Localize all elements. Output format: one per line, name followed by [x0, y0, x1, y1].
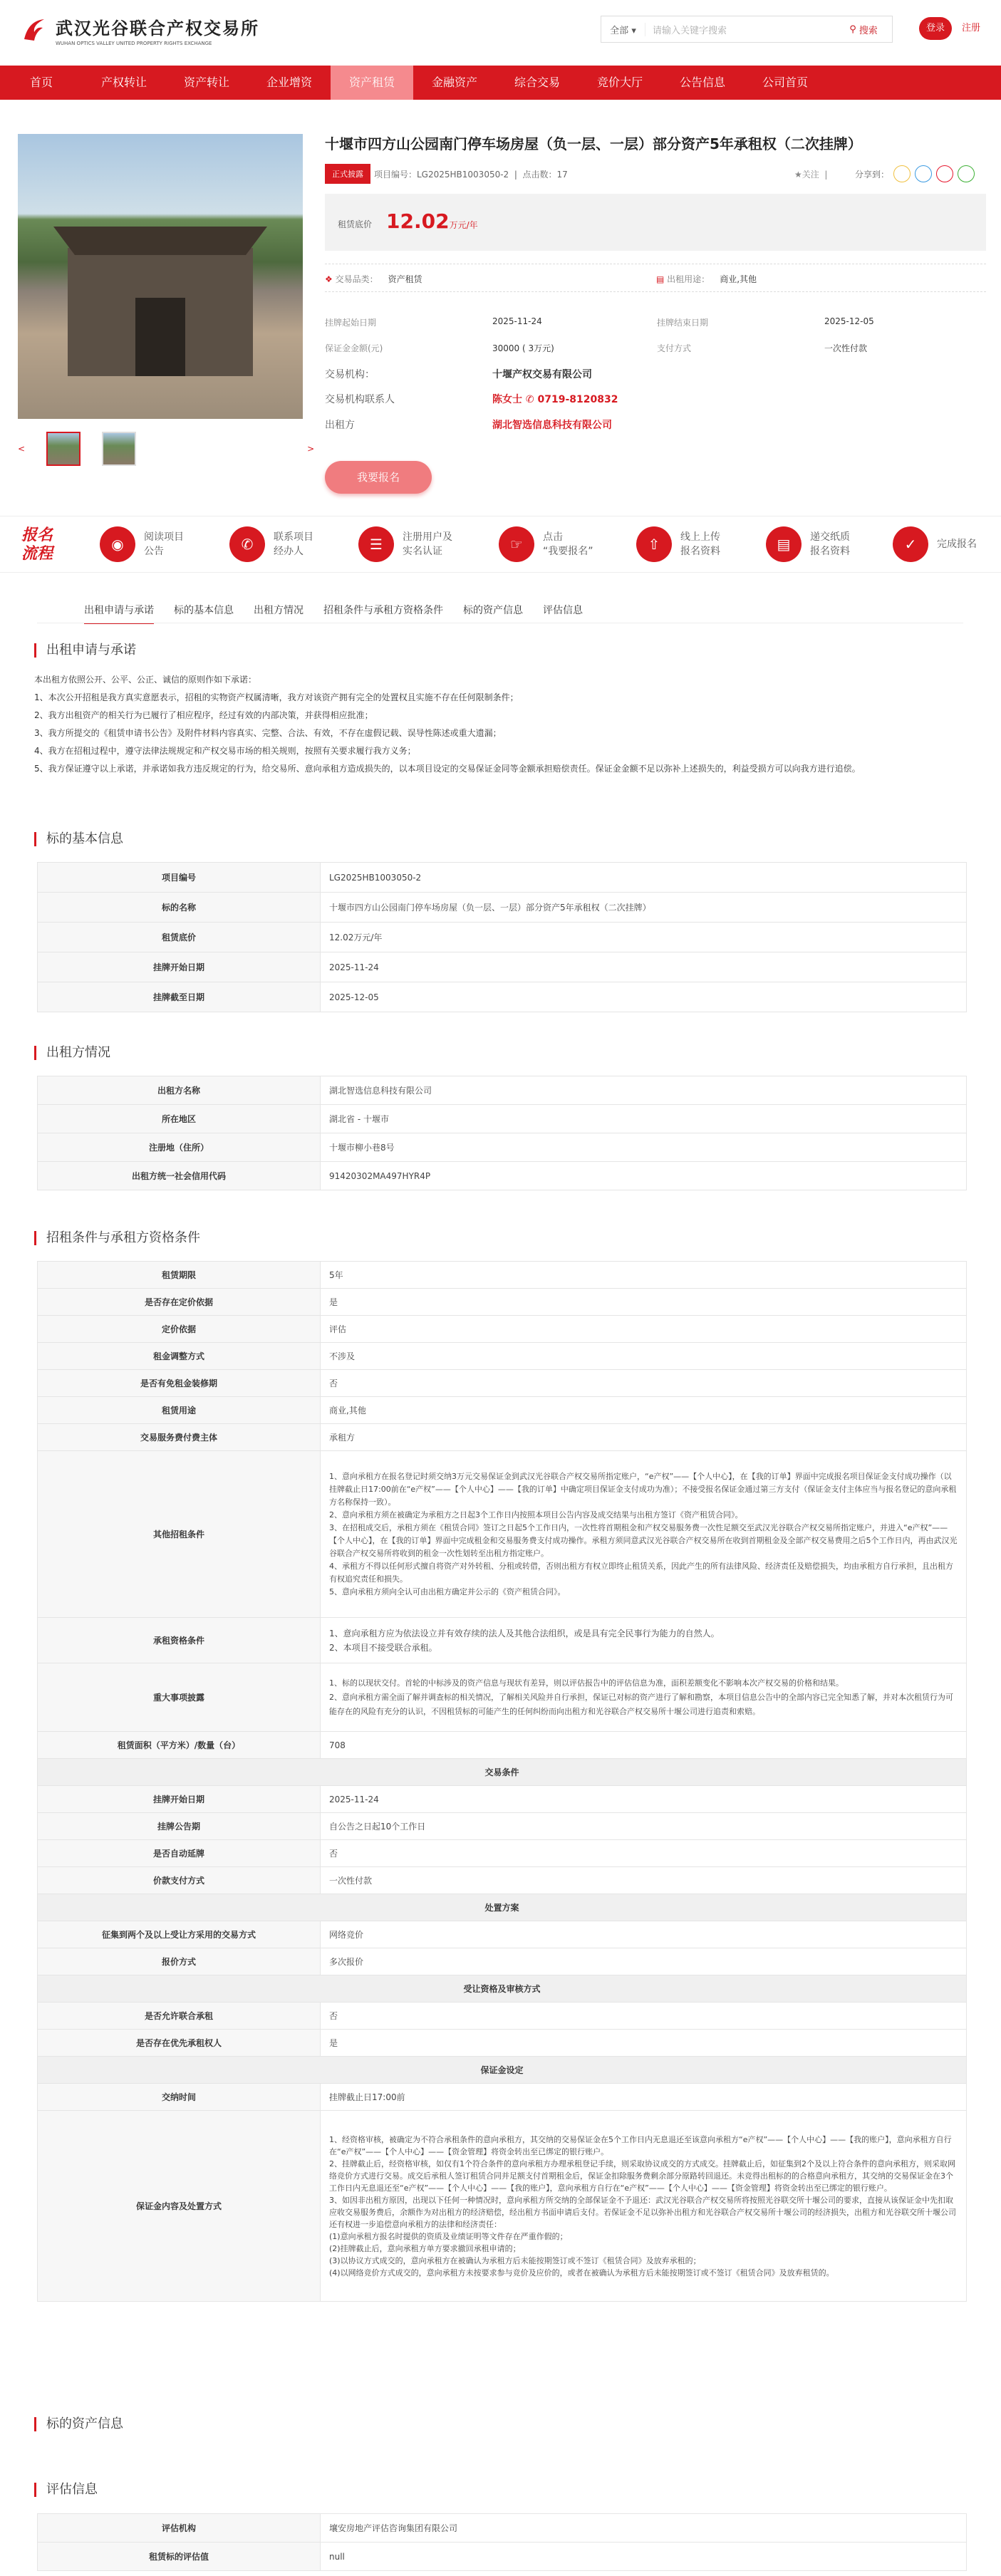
step-2-line1: 联系项目 [274, 531, 313, 543]
logo-mark-icon [19, 15, 50, 46]
tag-row [325, 264, 986, 292]
row-value: 自公告之日起10个工作日 [321, 1813, 967, 1840]
row-key: 承租资格条件 [38, 1618, 321, 1663]
subsection-header: 保证金设定 [38, 2057, 967, 2084]
step-2-line2: 经办人 [274, 546, 304, 557]
row-value: 不涉及 [321, 1343, 967, 1370]
chevron-down-icon: ▾ [631, 25, 636, 36]
row-value: 1、标的以现状交付。首轮的中标涉及的资产信息与现状有差异，则以评估报告中的评估信息为准，面积差额变化不影响本次产权交易的价格和结果。 2、意向承租方需全面了解并调查标的相关情况，了解相关风险并自行承担，保证已对标的资产进行了解和勘察，本项目信息公告中的全部内容已完全知悉了解，并对本次租赁行为可能存在的风险有充分的认识，不因租赁标的可能产生的任何纠纷而向出租方和光谷联合产权交易所十堰公司进行追责和索赔。 [321, 1663, 967, 1732]
nav-item-financial-assets[interactable]: 金融资产 [431, 76, 477, 89]
table-row [38, 1894, 967, 1921]
use-label: 出租用途： [667, 274, 710, 284]
search-button-label: 搜索 [859, 25, 878, 36]
step-3-line1: 注册用户及 [403, 531, 452, 543]
price-bar [325, 194, 986, 251]
table-row [38, 1076, 967, 1105]
tab-lessor-info[interactable]: 出租方情况 [254, 605, 304, 616]
flow-title [21, 526, 53, 564]
table-row [38, 1948, 967, 1975]
row-key: 价款支付方式 [38, 1867, 321, 1894]
search-bar [601, 16, 893, 43]
row-value: 5年 [321, 1262, 967, 1289]
row-value: 91420302MA497HYR4P [321, 1162, 967, 1190]
commitment-line: 3、我方所提交的《租赁申请书公告》及附件材料内容真实、完整、合法、有效，不存在虚假记载、误导性陈述或重大遗漏； [34, 728, 502, 738]
row-value: 多次报价 [321, 1948, 967, 1975]
table-row [38, 893, 967, 923]
subsection-header: 处置方案 [38, 1894, 967, 1921]
step-5-line2: 报名资料 [680, 546, 720, 557]
flow-step-7 [893, 526, 977, 562]
step-6-line2: 报名资料 [810, 546, 850, 557]
price-unit: 万元/年 [449, 220, 478, 230]
row-value: 否 [321, 1840, 967, 1867]
section-title-conditions: 招租条件与承租方资格条件 [34, 1231, 200, 1245]
step-7-line1: 完成报名 [937, 539, 977, 550]
row-value: 2025-11-24 [321, 1786, 967, 1813]
section-title-lessor: 出租方情况 [34, 1046, 110, 1060]
section-title-asset: 标的资产信息 [34, 2417, 123, 2431]
exchange-org [325, 367, 592, 381]
table-row [38, 982, 967, 1012]
listing-start [325, 316, 542, 328]
exchange-contact-label: 交易机构联系人 [325, 394, 395, 405]
listing-end-value: 2025-12-05 [824, 316, 874, 326]
row-value: 一次性付款 [321, 1867, 967, 1894]
table-row [38, 1618, 967, 1663]
search-category-select[interactable] [601, 23, 645, 36]
row-value: 挂牌截止日17:00前 [321, 2084, 967, 2111]
row-key: 租赁用途 [38, 1397, 321, 1424]
payment-label: 支付方式 [657, 343, 692, 353]
share-label: 分享到： [855, 169, 890, 180]
nav-item-asset-transfer[interactable]: 资产转让 [183, 76, 229, 89]
price-label: 租赁底价 [338, 219, 373, 229]
row-key: 注册地（住所） [38, 1133, 321, 1162]
row-key: 挂牌公告期 [38, 1813, 321, 1840]
row-key: 租金调整方式 [38, 1343, 321, 1370]
table-row [38, 2003, 967, 2030]
row-key: 租赁面积（平方米）/数量（台） [38, 1732, 321, 1759]
row-value: 评估 [321, 1316, 967, 1343]
category-icon: ❖ [325, 274, 333, 284]
commitment-line: 本出租方依照公开、公平、公正、诚信的原则作如下承诺： [34, 675, 257, 685]
follow-label: 关注 [802, 170, 819, 180]
row-value: 壤安房地产评估咨询集团有限公司 [321, 2514, 967, 2543]
nav-item-capital-increase[interactable]: 企业增资 [266, 76, 312, 89]
section-title-basic: 标的基本信息 [34, 832, 123, 846]
row-value: 是 [321, 1289, 967, 1316]
nav-item-announcements[interactable]: 公告信息 [679, 76, 725, 89]
table-row [38, 1370, 967, 1397]
row-value: null [321, 2543, 967, 2571]
trade-type-value: 资产租赁 [388, 274, 422, 284]
row-key: 是否存在优先承租权人 [38, 2030, 321, 2057]
row-value: 湖北智选信息科技有限公司 [321, 1076, 967, 1105]
flow-step-4 [499, 526, 593, 562]
step-4-line2: “我要报名” [543, 546, 593, 557]
table-row [38, 1786, 967, 1813]
row-value: 否 [321, 2003, 967, 2030]
nav-item-equity-transfer[interactable]: 产权转让 [100, 76, 147, 89]
search-button[interactable] [835, 23, 892, 36]
table-row [38, 1663, 967, 1732]
row-value: 2025-12-05 [321, 982, 967, 1012]
row-key: 挂牌开始日期 [38, 1786, 321, 1813]
gate-building [68, 248, 253, 376]
nav-item-home[interactable]: 首页 [29, 76, 53, 89]
table-row [38, 2543, 967, 2571]
row-key: 交易服务费付费主体 [38, 1424, 321, 1451]
step-1-line2: 公告 [144, 546, 164, 557]
table-row [38, 2030, 967, 2057]
row-key: 挂牌截至日期 [38, 982, 321, 1012]
document-icon: ☰ [358, 526, 394, 562]
row-value: 1、经资格审核，被确定为不符合承租条件的意向承租方，其交纳的交易保证金在5个工作日内无息退还至该意向承租方“e产权”——【个人中心】——【我的账户】，意向承租方自行在“e产权”——【个人中心】——【资金管理】将资金转出至已绑定的银行账户。 2、挂牌截止后，经资格审核，如仅有1个符合条件的意向承租方办理承租登记手续，则采取协议成交的方式成交。挂牌截止后，如征集到2个及以上符合条件的意向承租方，则采取网络竞价方式进行交易。成交后承租人签订租赁合同并足额支付首期租金后，保证金扣除服务费剩余部分原路转回退还。未竞得出租标的的合格意向承租方，其交纳的交易保证金在3个工作日内无息退还至“e产权”——【个人中心】——【我的账户】，意向承租方自行在“e产权”——【个人中心】——【资金管理】将资金转出至已绑定的银行账户。 3、如因非出租方原因，出现以下任何一种情况时，意向承租方所交纳的全部保证金不予退还：武汉光谷联合产权交易所将按照光谷联交所十堰公司的要求，直接从该保证金中先扣取应收交易服务费后，余额作为对出租方的经济赔偿，经出租方书面申请后支付。若保证金不足以弥补出租方和光谷联合产权交易所十堰公司的经济损失，出租方和光谷联交所十堰公司还有权进一步追偿意向承租方的法律和经济责任： (1)意向承租方报名时提供的资质及业绩证明等文件存在严重作假的； (2)挂牌截止后，意向承租方单方要求撤回承租申请的； (3)以协议方式成交的，意向承租方在被确认为承租方后未能按期签订或不签订《租赁合同》及放弃承租的； (4)以网络竞价方式成交的，意向承租方未按要求参与竞价及应价的，或者在被确认为承租方后未能按期签订或不签订《租赁合同》及放弃租赁的。 [321, 2111, 967, 2302]
detail-tabs [84, 603, 583, 624]
deposit-label: 保证金金额(元) [325, 343, 383, 353]
register-link[interactable]: 注册 [962, 23, 981, 33]
login-button[interactable]: 登录 [919, 17, 952, 40]
building-icon: ▤ [656, 274, 665, 284]
table-row [38, 1343, 967, 1370]
upload-icon: ⇧ [636, 526, 672, 562]
row-value: 否 [321, 1370, 967, 1397]
lessor-info-table [37, 1076, 967, 1190]
share-qq-icon[interactable] [915, 165, 932, 182]
table-row [38, 1262, 967, 1289]
row-value: 十堰市柳小巷8号 [321, 1133, 967, 1162]
lessor-label: 出租方 [325, 420, 355, 431]
row-key: 重大事项披露 [38, 1663, 321, 1732]
next-arrow-icon[interactable]: > [307, 444, 315, 454]
site-header [0, 0, 1001, 66]
basic-info-table [37, 862, 967, 1012]
thumbnail-2[interactable] [102, 432, 136, 466]
row-key: 评估机构 [38, 2514, 321, 2543]
row-value: 十堰市四方山公园南门停车场房屋（负一层、一层）部分资产5年承租权（二次挂牌） [321, 893, 967, 923]
flow-step-3 [358, 526, 452, 562]
flow-step-1 [100, 526, 184, 562]
flow-step-2 [229, 526, 313, 562]
share-bar [855, 165, 975, 182]
row-key: 保证金内容及处置方式 [38, 2111, 321, 2302]
commitment-text [34, 671, 968, 778]
table-row [38, 1133, 967, 1162]
site-logo[interactable] [19, 14, 259, 46]
table-row [38, 1867, 967, 1894]
table-row [38, 2111, 967, 2302]
table-row [38, 1759, 967, 1786]
payment-method [657, 342, 868, 354]
price-value [386, 209, 478, 233]
table-row [38, 952, 967, 982]
apply-button[interactable]: 我要报名 [325, 461, 432, 494]
project-summary [0, 114, 1001, 500]
click-count: 点击数：17 [522, 170, 568, 180]
table-row [38, 1316, 967, 1343]
flow-step-5 [636, 526, 720, 562]
step-4-line1: 点击 [543, 531, 563, 543]
row-value: 湖北省 - 十堰市 [321, 1105, 967, 1133]
table-row [38, 1289, 967, 1316]
listing-start-label: 挂牌起始日期 [325, 318, 377, 328]
row-key: 交纳时间 [38, 2084, 321, 2111]
row-key: 征集到两个及以上受让方采用的交易方式 [38, 1921, 321, 1948]
row-key: 项目编号 [38, 863, 321, 893]
row-key: 出租方统一社会信用代码 [38, 1162, 321, 1190]
search-icon: ⚲ [849, 24, 856, 35]
table-row [38, 1451, 967, 1618]
row-value: 商业,其他 [321, 1397, 967, 1424]
flow-title-line1: 报名 [21, 526, 53, 544]
project-main-image [18, 134, 303, 419]
commitment-line: 1、本次公开招租是我方真实意愿表示，招租的实物资产权属清晰，我方对该资产拥有完全的处置权且实施不存在任何限制条件； [34, 692, 519, 702]
row-key: 定价依据 [38, 1316, 321, 1343]
row-key: 租赁期限 [38, 1262, 321, 1289]
paper-doc-icon: ▤ [766, 526, 802, 562]
row-value: 承租方 [321, 1424, 967, 1451]
share-wechat-icon[interactable] [958, 165, 975, 182]
step-3-line2: 实名认证 [403, 546, 442, 557]
exchange-contact [325, 392, 618, 406]
tab-conditions[interactable]: 招租条件与承租方资格条件 [323, 605, 443, 616]
row-key: 租赁底价 [38, 923, 321, 952]
row-value: LG2025HB1003050-2 [321, 863, 967, 893]
follow-button[interactable]: ★关注 | [794, 170, 828, 180]
use-tag [656, 273, 757, 285]
tab-basic-info[interactable]: 标的基本信息 [174, 605, 234, 616]
trade-type-label: 交易品类： [335, 274, 378, 284]
logo-title: 武汉光谷联合产权交易所 [56, 18, 259, 38]
nav-item-bidding-hall[interactable]: 竞价大厅 [596, 76, 643, 89]
table-row [38, 1732, 967, 1759]
nav-item-company-home[interactable]: 公司首页 [762, 76, 808, 89]
table-row [38, 1397, 967, 1424]
trade-type-tag [325, 273, 422, 285]
tab-asset-info[interactable]: 标的资产信息 [463, 605, 523, 616]
listing-end [657, 316, 874, 328]
row-key: 标的名称 [38, 893, 321, 923]
commitment-line: 2、我方出租资产的相关行为已履行了相应程序，经过有效的内部决策，并获得相应批准； [34, 710, 373, 720]
commitment-line: 4、我方在招租过程中，遵守法律法规规定和产权交易市场的相关规则，按照有关要求履行我方义务； [34, 746, 416, 756]
row-value: 708 [321, 1732, 967, 1759]
row-key: 租赁标的评估值 [38, 2543, 321, 2571]
row-key: 所在地区 [38, 1105, 321, 1133]
exchange-org-label: 交易机构： [325, 369, 375, 380]
section-title-commitment: 出租申请与承诺 [34, 643, 136, 658]
share-qzone-icon[interactable] [893, 165, 911, 182]
logo-subtitle: WUHAN OPTICS VALLEY UNITED PROPERTY RIGHTS EXCHANGE [56, 41, 212, 46]
deposit-amount [325, 342, 554, 354]
table-row [38, 1975, 967, 2003]
table-row [38, 1840, 967, 1867]
exchange-contact-value: 陈女士 ✆ 0719-8120832 [492, 394, 618, 405]
table-row [38, 1813, 967, 1840]
row-value: 是 [321, 2030, 967, 2057]
commitment-line: 5、我方保证遵守以上承诺，并承诺如我方违反规定的行为，给交易所、意向承租方造成损失的，以本项目设定的交易保证金同等金额承担赔偿责任。保证金金额不足以弥补上述损失的，利益受损方可以向我方进行追偿。 [34, 764, 861, 774]
row-key: 出租方名称 [38, 1076, 321, 1105]
step-5-line1: 线上上传 [680, 531, 720, 543]
row-key: 是否自动延牌 [38, 1840, 321, 1867]
nav-item-comprehensive[interactable]: 综合交易 [514, 76, 560, 89]
hand-pointer-icon: ☞ [499, 526, 534, 562]
phone-icon: ✆ [229, 526, 265, 562]
listing-start-value: 2025-11-24 [492, 316, 542, 326]
signup-flow [0, 516, 1001, 573]
step-1-line1: 阅读项目 [144, 531, 184, 543]
row-key: 是否存在定价依据 [38, 1289, 321, 1316]
table-row [38, 2084, 967, 2111]
star-icon: ★ [794, 170, 802, 180]
use-value: 商业,其他 [720, 274, 757, 284]
deposit-value: 30000 ( 3万元) [492, 343, 554, 353]
row-key: 挂牌开始日期 [38, 952, 321, 982]
lessor-row [325, 417, 612, 432]
flow-title-line2: 流程 [21, 545, 53, 563]
tab-evaluation[interactable]: 评估信息 [543, 605, 583, 616]
share-weibo-icon[interactable] [936, 165, 953, 182]
table-row [38, 863, 967, 893]
row-value: 1、意向承租方应为依法设立并有效存续的法人及其他合法组织，或是具有完全民事行为能力的自然人。 2、本项目不接受联合承租。 [321, 1618, 967, 1663]
conditions-table [37, 1261, 967, 2302]
thumbnail-1[interactable] [46, 432, 81, 466]
row-value: 1、意向承租方在报名登记时须交纳3万元交易保证金到武汉光谷联合产权交易所指定账户，“e产权”——【个人中心】，在【我的订单】界面中完成报名项目保证金支付成功操作（以挂牌截止日17:00前在“e产权”——【个人中心】——【我的订单】中确定项目保证金支付成功为准）；不接受报名保证金通过第三方支付（保证金支付主体应当与报名登记的意向承租方名称保持一致）。 2、意向承租方须在被确定为承租方之日起3个工作日内按照本项目公告内容及成交结果与出租方签订《资产租赁合同》。 3、在招租成交后，承租方须在《租赁合同》签订之日起5个工作日内，一次性将首期租金和产权交易服务费一次性足额交至武汉光谷联合产权交易所指定账户，并进入“e产权”——【个人中心】，在【我的订单】界面中完成租金和交易服务费支付成功操作。承租方须同意武汉光谷联合产权交易所在收到首期租金及全部产权交易费用之后5个工作日内，再由武汉光谷联合产权交易所将收到的租金一次性划转至出租方指定账户。 4、承租方不得以任何形式擅自将资产对外转租、分租或转借，否则出租方有权立即终止租赁关系，因此产生的所有法律风险、经济责任及赔偿损失，均由承租方自行承担，且出租方有权追究责任和损失。 5、意向承租方须向全认可由出租方确定并公示的《资产租赁合同》。 [321, 1451, 967, 1618]
payment-value: 一次性付款 [824, 343, 868, 353]
image-thumbnails [18, 432, 314, 466]
prev-arrow-icon[interactable]: < [18, 444, 26, 454]
step-6-line1: 递交纸质 [810, 531, 850, 543]
exchange-org-value: 十堰产权交易有限公司 [492, 369, 592, 380]
row-key: 报价方式 [38, 1948, 321, 1975]
row-value: 12.02万元/年 [321, 923, 967, 952]
row-key: 其他招租条件 [38, 1451, 321, 1618]
project-code: 项目编号：LG2025HB1003050-2 [374, 170, 509, 180]
project-title: 十堰市四方山公园南门停车场房屋（负一层、一层）部分资产5年承租权（二次挂牌） [325, 135, 862, 152]
table-row [38, 1921, 967, 1948]
lessor-value[interactable]: 湖北智选信息科技有限公司 [492, 420, 612, 431]
flow-step-6 [766, 526, 850, 562]
listing-end-label: 挂牌结束日期 [657, 318, 709, 328]
evaluation-table [37, 2513, 967, 2571]
check-icon: ✓ [893, 526, 928, 562]
row-key: 是否有免租金装修期 [38, 1370, 321, 1397]
subsection-header: 交易条件 [38, 1759, 967, 1786]
eye-icon: ◉ [100, 526, 135, 562]
price-number: 12.02 [386, 209, 450, 233]
table-row [38, 1162, 967, 1190]
table-row [38, 1105, 967, 1133]
section-title-evaluation: 评估信息 [34, 2483, 98, 2497]
table-row [38, 2057, 967, 2084]
status-badge: 正式披露 [325, 164, 370, 184]
search-input[interactable]: 请输入关键字搜索 [653, 25, 727, 36]
table-row [38, 923, 967, 952]
row-value: 网络竞价 [321, 1921, 967, 1948]
table-row [38, 2514, 967, 2543]
nav-item-asset-lease[interactable]: 资产租赁 [331, 66, 413, 100]
search-category-value: 全部 [610, 25, 629, 36]
project-code-info: 项目编号：LG2025HB1003050-2 | 点击数：17 [374, 170, 568, 180]
main-nav [0, 66, 1001, 100]
subsection-header: 受让资格及审核方式 [38, 1975, 967, 2003]
table-row [38, 1424, 967, 1451]
row-key: 是否允许联合承租 [38, 2003, 321, 2030]
tab-commitment[interactable]: 出租申请与承诺 [84, 603, 154, 624]
row-value: 2025-11-24 [321, 952, 967, 982]
